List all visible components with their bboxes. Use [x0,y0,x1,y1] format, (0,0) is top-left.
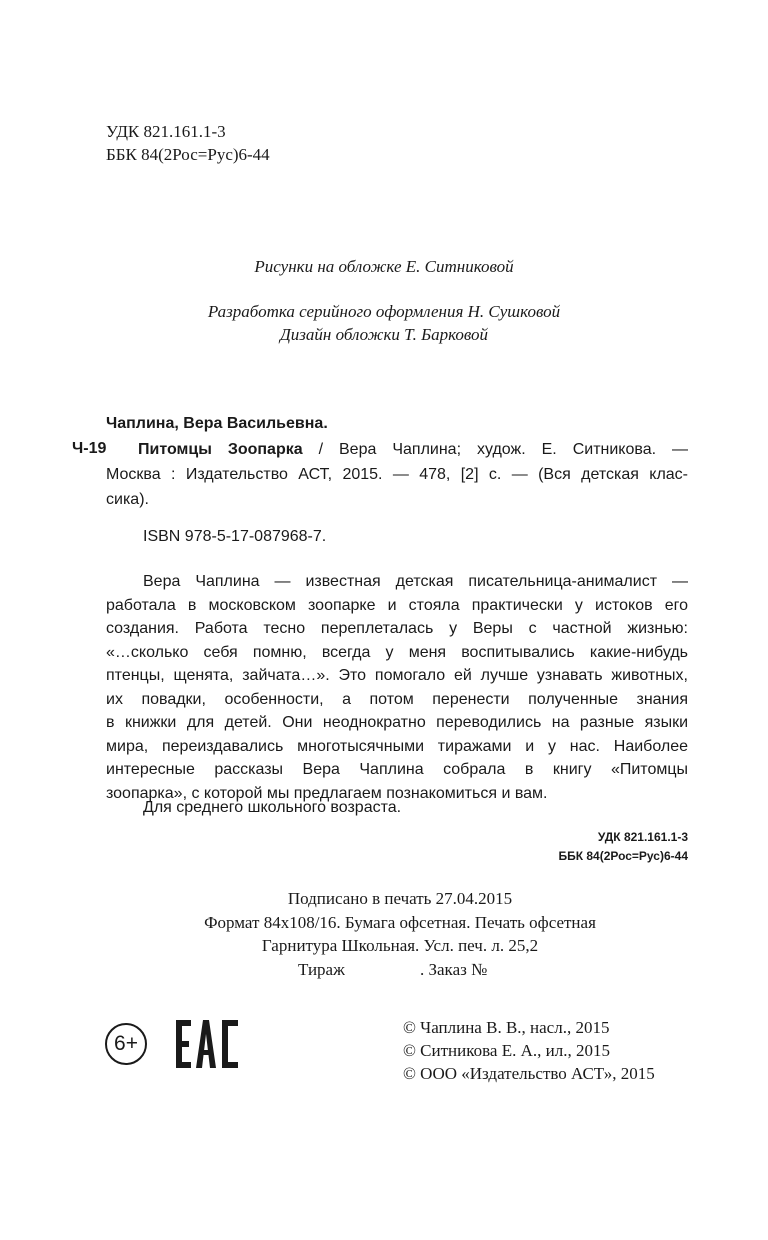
book-title: Питомцы Зоопарка [138,441,303,458]
annotation-line: работала в московском зоопарке и стояла практически у истоков его [106,596,688,614]
author-sign-code: Ч-19 [72,440,107,457]
author-heading: Чаплина, Вера Васильевна. [106,415,328,432]
annotation-line: интересные рассказы Вера Чаплина собрала в книгу «Питомцы [106,761,688,778]
cover-illustrations-text: Рисунки на обложке Е. Ситниковой [254,257,514,276]
bibliographic-record [106,437,688,512]
eac-mark-icon [176,1020,240,1073]
print-info [0,887,768,981]
run-order-line [0,958,768,982]
signed-for-print: Подписано в печать 27.04.2015 [287,889,513,908]
biblio-line-1 [106,437,688,462]
annotation-line: в книжки для детей. Они неоднократно переводились на разные языки [106,714,688,731]
bbk-code-bottom: ББК 84(2Рос=Рус)6-44 [558,849,688,863]
copyright-line: © ООО «Издательство АСТ», 2015 [403,1064,655,1083]
annotation-line: «…сколько себя помню, всегда у меня воспитывались какие-нибудь [106,643,688,661]
annotation-line: Вера Чаплина — известная детская писательница-анималист — [143,573,688,590]
annotation-line: птенцы, щенята, зайчата…». Это помогало ей лучше узнавать животных, [106,667,688,684]
copyright-block [403,1016,655,1085]
classification-bottom [558,828,688,866]
biblio-line-1-rest: / Вера Чаплина; худож. Е. Ситникова. — [302,441,688,458]
udk-code-bottom: УДК 821.161.1-3 [597,830,688,844]
annotation-line: мира, переиздавались многотысячными тиражами и у нас. Наиболее [106,737,688,755]
series-design-text: Разработка серийного оформления Н. Сушковой [207,302,561,321]
annotation-line: создания. Работа тесно переплеталась у Веры с частной жизнью: [106,620,688,637]
biblio-line-2: Москва : Издательство АСТ, 2015. — 478, [2] с. — (Вся детская клас- [106,466,688,483]
udk-code: УДК 821.161.1-3 [106,122,226,141]
cover-design-text: Дизайн обложки Т. Барковой [279,325,489,344]
order-label: . Заказ № [420,959,488,979]
annotation-line: их повадки, особенности, а потом перенести полученные знания [106,690,688,708]
bbk-code: ББК 84(2Рос=Рус)6-44 [106,145,270,164]
copyright-line: © Ситникова Е. А., ил., 2015 [403,1041,610,1060]
print-format: Формат 84x108/16. Бумага офсетная. Печать офсетная [204,912,596,932]
isbn: ISBN 978-5-17-087968-7. [143,528,327,545]
age-rating-badge: 6+ [105,1023,147,1065]
copyright-line: © Чаплина В. В., насл., 2015 [403,1018,610,1037]
design-credits [0,300,768,346]
biblio-line-3: сика). [106,491,149,508]
audience-note: Для среднего школьного возраста. [143,799,402,816]
classification-top [106,120,270,166]
cover-illustrations-credit [0,255,768,278]
annotation [106,570,688,805]
typeface-info: Гарнитура Школьная. Усл. печ. л. 25,2 [261,936,539,955]
print-run-label: Тираж [298,959,345,979]
annotation-line: зоопарка», с которой мы предлагаем познакомиться и вам. [106,784,548,802]
